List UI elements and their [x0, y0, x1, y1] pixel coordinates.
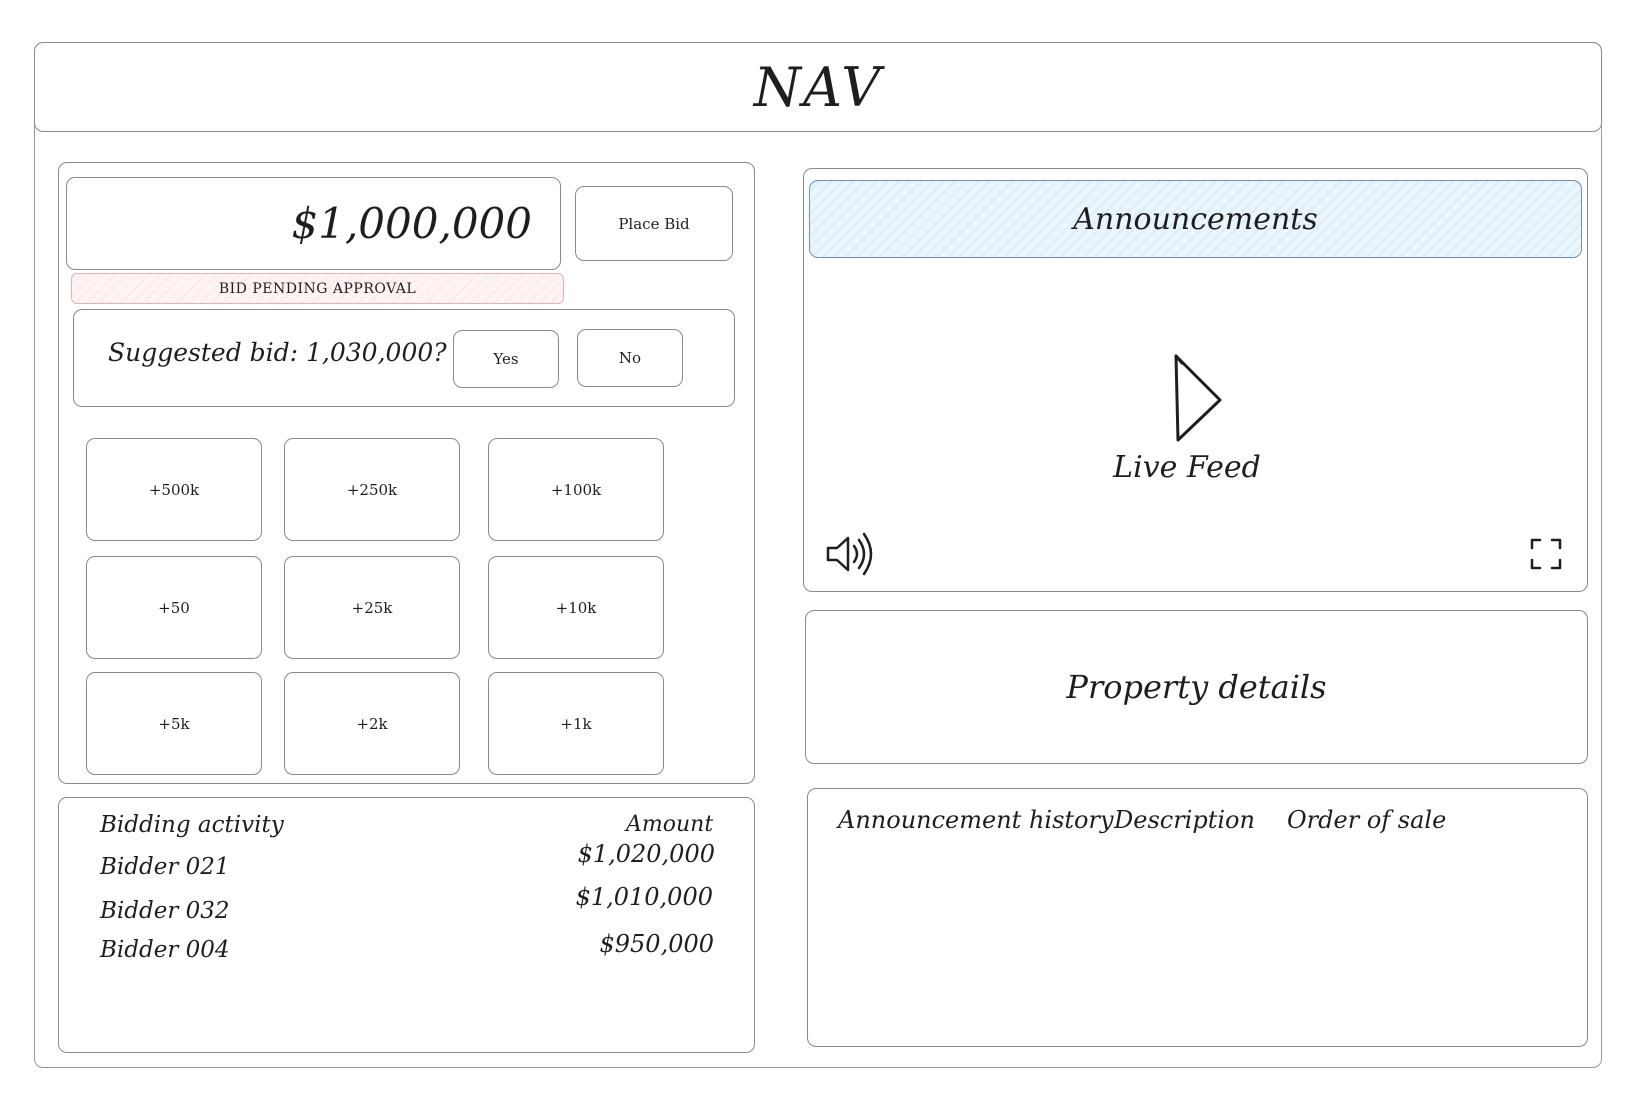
increment-button-250k[interactable]: [284, 438, 460, 541]
increment-label: +10k: [555, 598, 597, 617]
activity-bidder: Bidder 004: [100, 937, 230, 963]
increment-label: +500k: [148, 480, 200, 499]
announcements-title: Announcements: [1073, 201, 1318, 237]
bid-status-badge: [71, 273, 564, 304]
increment-label: +50: [158, 598, 190, 617]
activity-bidder: Bidder 021: [100, 854, 230, 880]
current-bid-amount: $1,000,000: [291, 199, 532, 248]
increment-button-25k[interactable]: [284, 556, 460, 659]
amount-header: Amount: [626, 812, 714, 837]
place-bid-label: Place Bid: [618, 214, 690, 233]
activity-amount: $1,010,000: [575, 883, 713, 911]
bid-status-label: BID PENDING APPROVAL: [218, 280, 417, 297]
current-bid-display: [66, 177, 561, 270]
speaker-icon[interactable]: [824, 531, 876, 577]
increment-button-100k[interactable]: [488, 438, 664, 541]
activity-bidder: Bidder 032: [100, 898, 230, 924]
increment-label: +100k: [550, 480, 602, 499]
increment-label: +2k: [356, 714, 388, 733]
reject-suggestion-button[interactable]: [577, 329, 683, 387]
nav-bar: [34, 42, 1602, 132]
increment-label: +5k: [158, 714, 190, 733]
play-icon[interactable]: [1164, 348, 1230, 444]
increment-button-5k[interactable]: [86, 672, 262, 775]
increment-button-500k[interactable]: [86, 438, 262, 541]
increment-label: +1k: [560, 714, 592, 733]
accept-suggestion-button[interactable]: [453, 330, 559, 388]
column-header-order-of-sale: Order of sale: [1287, 806, 1447, 834]
increment-button-1k[interactable]: [488, 672, 664, 775]
increment-button-10k[interactable]: [488, 556, 664, 659]
increment-label: +25k: [351, 598, 393, 617]
bidding-activity-header: Bidding activity: [100, 812, 284, 838]
nav-title: NAV: [753, 55, 883, 119]
announcements-header: [809, 180, 1582, 258]
increment-button-2k[interactable]: [284, 672, 460, 775]
no-label: No: [618, 349, 642, 367]
yes-label: Yes: [493, 350, 519, 368]
column-header-announcement-history: Announcement history: [838, 806, 1114, 834]
column-header-description: Description: [1114, 806, 1255, 834]
suggested-bid-text: Suggested bid: 1,030,000?: [108, 338, 447, 367]
activity-amount: $950,000: [599, 930, 714, 958]
activity-amount: $1,020,000: [577, 840, 715, 868]
increment-label: +250k: [346, 480, 398, 499]
live-feed-label: Live Feed: [1113, 450, 1261, 485]
property-details-title: Property details: [1066, 668, 1327, 706]
property-details-panel[interactable]: [805, 610, 1588, 764]
fullscreen-icon[interactable]: [1529, 537, 1563, 571]
increment-button-50[interactable]: [86, 556, 262, 659]
place-bid-button[interactable]: [575, 186, 733, 261]
